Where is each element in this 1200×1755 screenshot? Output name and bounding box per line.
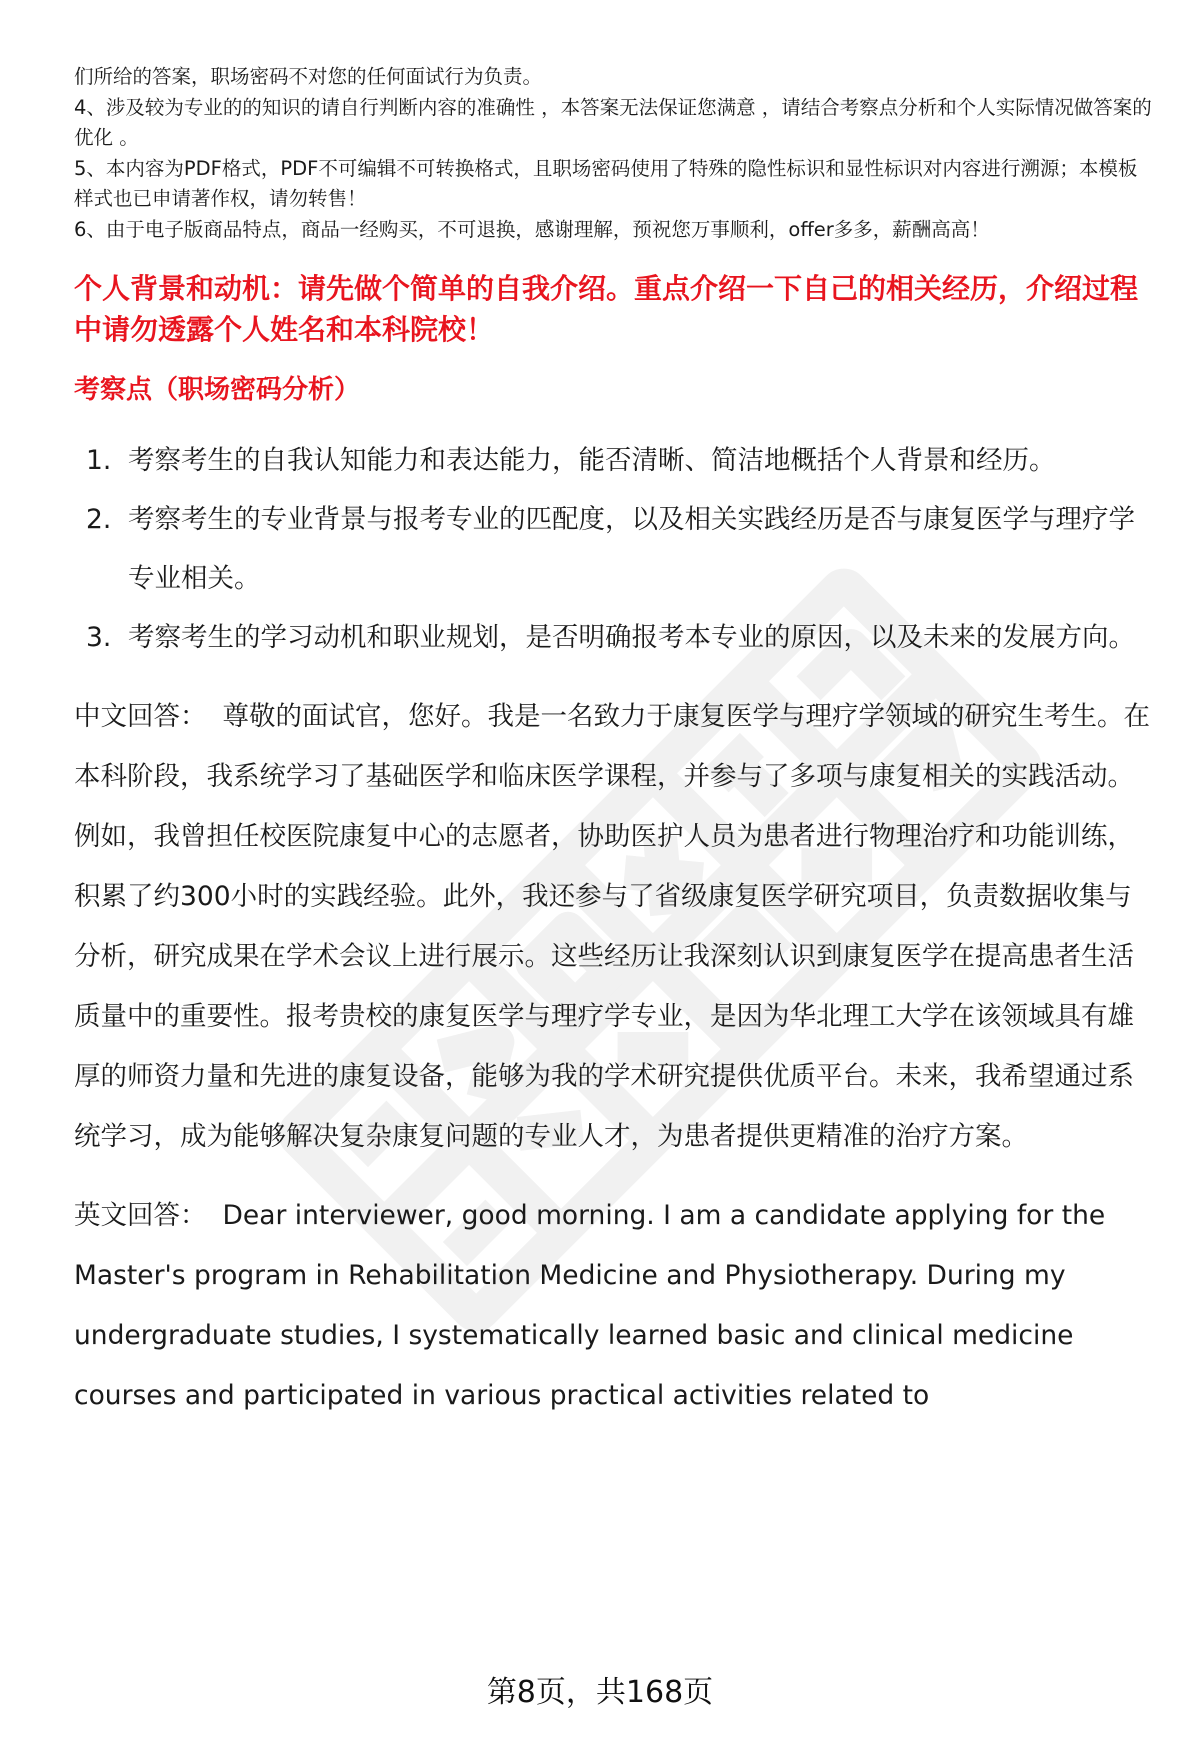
- assessment-points-title: 考察点（职场密码分析）: [74, 375, 361, 405]
- list-item: [74, 490, 1154, 608]
- list-item-number: 3.: [86, 622, 112, 653]
- list-item-number: 2.: [86, 504, 112, 535]
- chinese-answer-label: 中文回答：: [74, 701, 207, 732]
- list-item-number: 1.: [86, 445, 112, 476]
- list-item: [74, 608, 1154, 667]
- note-line: 4、涉及较为专业的的知识的请自行判断内容的准确性 ，本答案无法保证您满意 ，请结合考察点分析和个人实际情况做答案的优化 。: [74, 95, 1152, 149]
- list-item-text: 考察考生的专业背景与报考专业的匹配度，以及相关实践经历是否与康复医学与理疗学专业相关。: [128, 504, 1135, 594]
- list-item-text: 考察考生的学习动机和职业规划，是否明确报考本专业的原因，以及未来的发展方向。: [128, 622, 1135, 653]
- main-content: [74, 62, 1154, 1426]
- english-answer-text: Dear interviewer, good morning. I am a candidate applying for the Master's program in Rehabilitation Medicine and Physiotherapy. During my undergraduate studies, I systematically learned basic and clinical medicine courses and participated in various practical activities related to: [74, 1200, 1106, 1411]
- chinese-answer-text: 尊敬的面试官，您好。我是一名致力于康复医学与理疗学领域的研究生考生。在本科阶段，我系统学习了基础医学和临床医学课程，并参与了多项与康复相关的实践活动。例如，我曾担任校医院康复中心的志愿者，协助医护人员为患者进行物理治疗和功能训练，积累了约300小时的实践经验。此外，我还参与了省级康复医学研究项目，负责数据收集与分析，研究成果在学术会议上进行展示。这些经历让我深刻认识到康复医学在提高患者生活质量中的重要性。报考贵校的康复医学与理疗学专业，是因为华北理工大学在该领域具有雄厚的师资力量和先进的康复设备，能够为我的学术研究提供优质平台。未来，我希望通过系统学习，成为能够解决复杂康复问题的专业人才，为患者提供更精准的治疗方案。: [74, 701, 1150, 1152]
- list-item-text: 考察考生的自我认知能力和表达能力，能否清晰、简洁地概括个人背景和经历。: [128, 445, 1056, 476]
- note-line: 6、由于电子版商品特点，商品一经购买，不可退换，感谢理解，预祝您万事顺利，offer多多，薪酬高高！: [74, 217, 990, 241]
- interview-question: 个人背景和动机：请先做个简单的自我介绍。重点介绍一下自己的相关经历，介绍过程中请勿透露个人姓名和本科院校！: [74, 272, 1139, 346]
- note-line: 5、本内容为PDF格式，PDF不可编辑不可转换格式，且职场密码使用了特殊的隐性标识和显性标识对内容进行溯源；本模板样式也已申请著作权，请勿转售！: [74, 156, 1138, 210]
- english-answer: [74, 1186, 1154, 1426]
- english-answer-label: 英文回答：: [74, 1200, 207, 1231]
- assessment-points-list: [74, 431, 1154, 667]
- note-line: 们所给的答案，职场密码不对您的任何面试行为负责。: [74, 65, 543, 88]
- page-number-footer: 第8页，共168页: [486, 1675, 714, 1710]
- list-item: [74, 431, 1154, 490]
- chinese-answer: [74, 687, 1154, 1167]
- disclaimer-notes: [74, 62, 1154, 245]
